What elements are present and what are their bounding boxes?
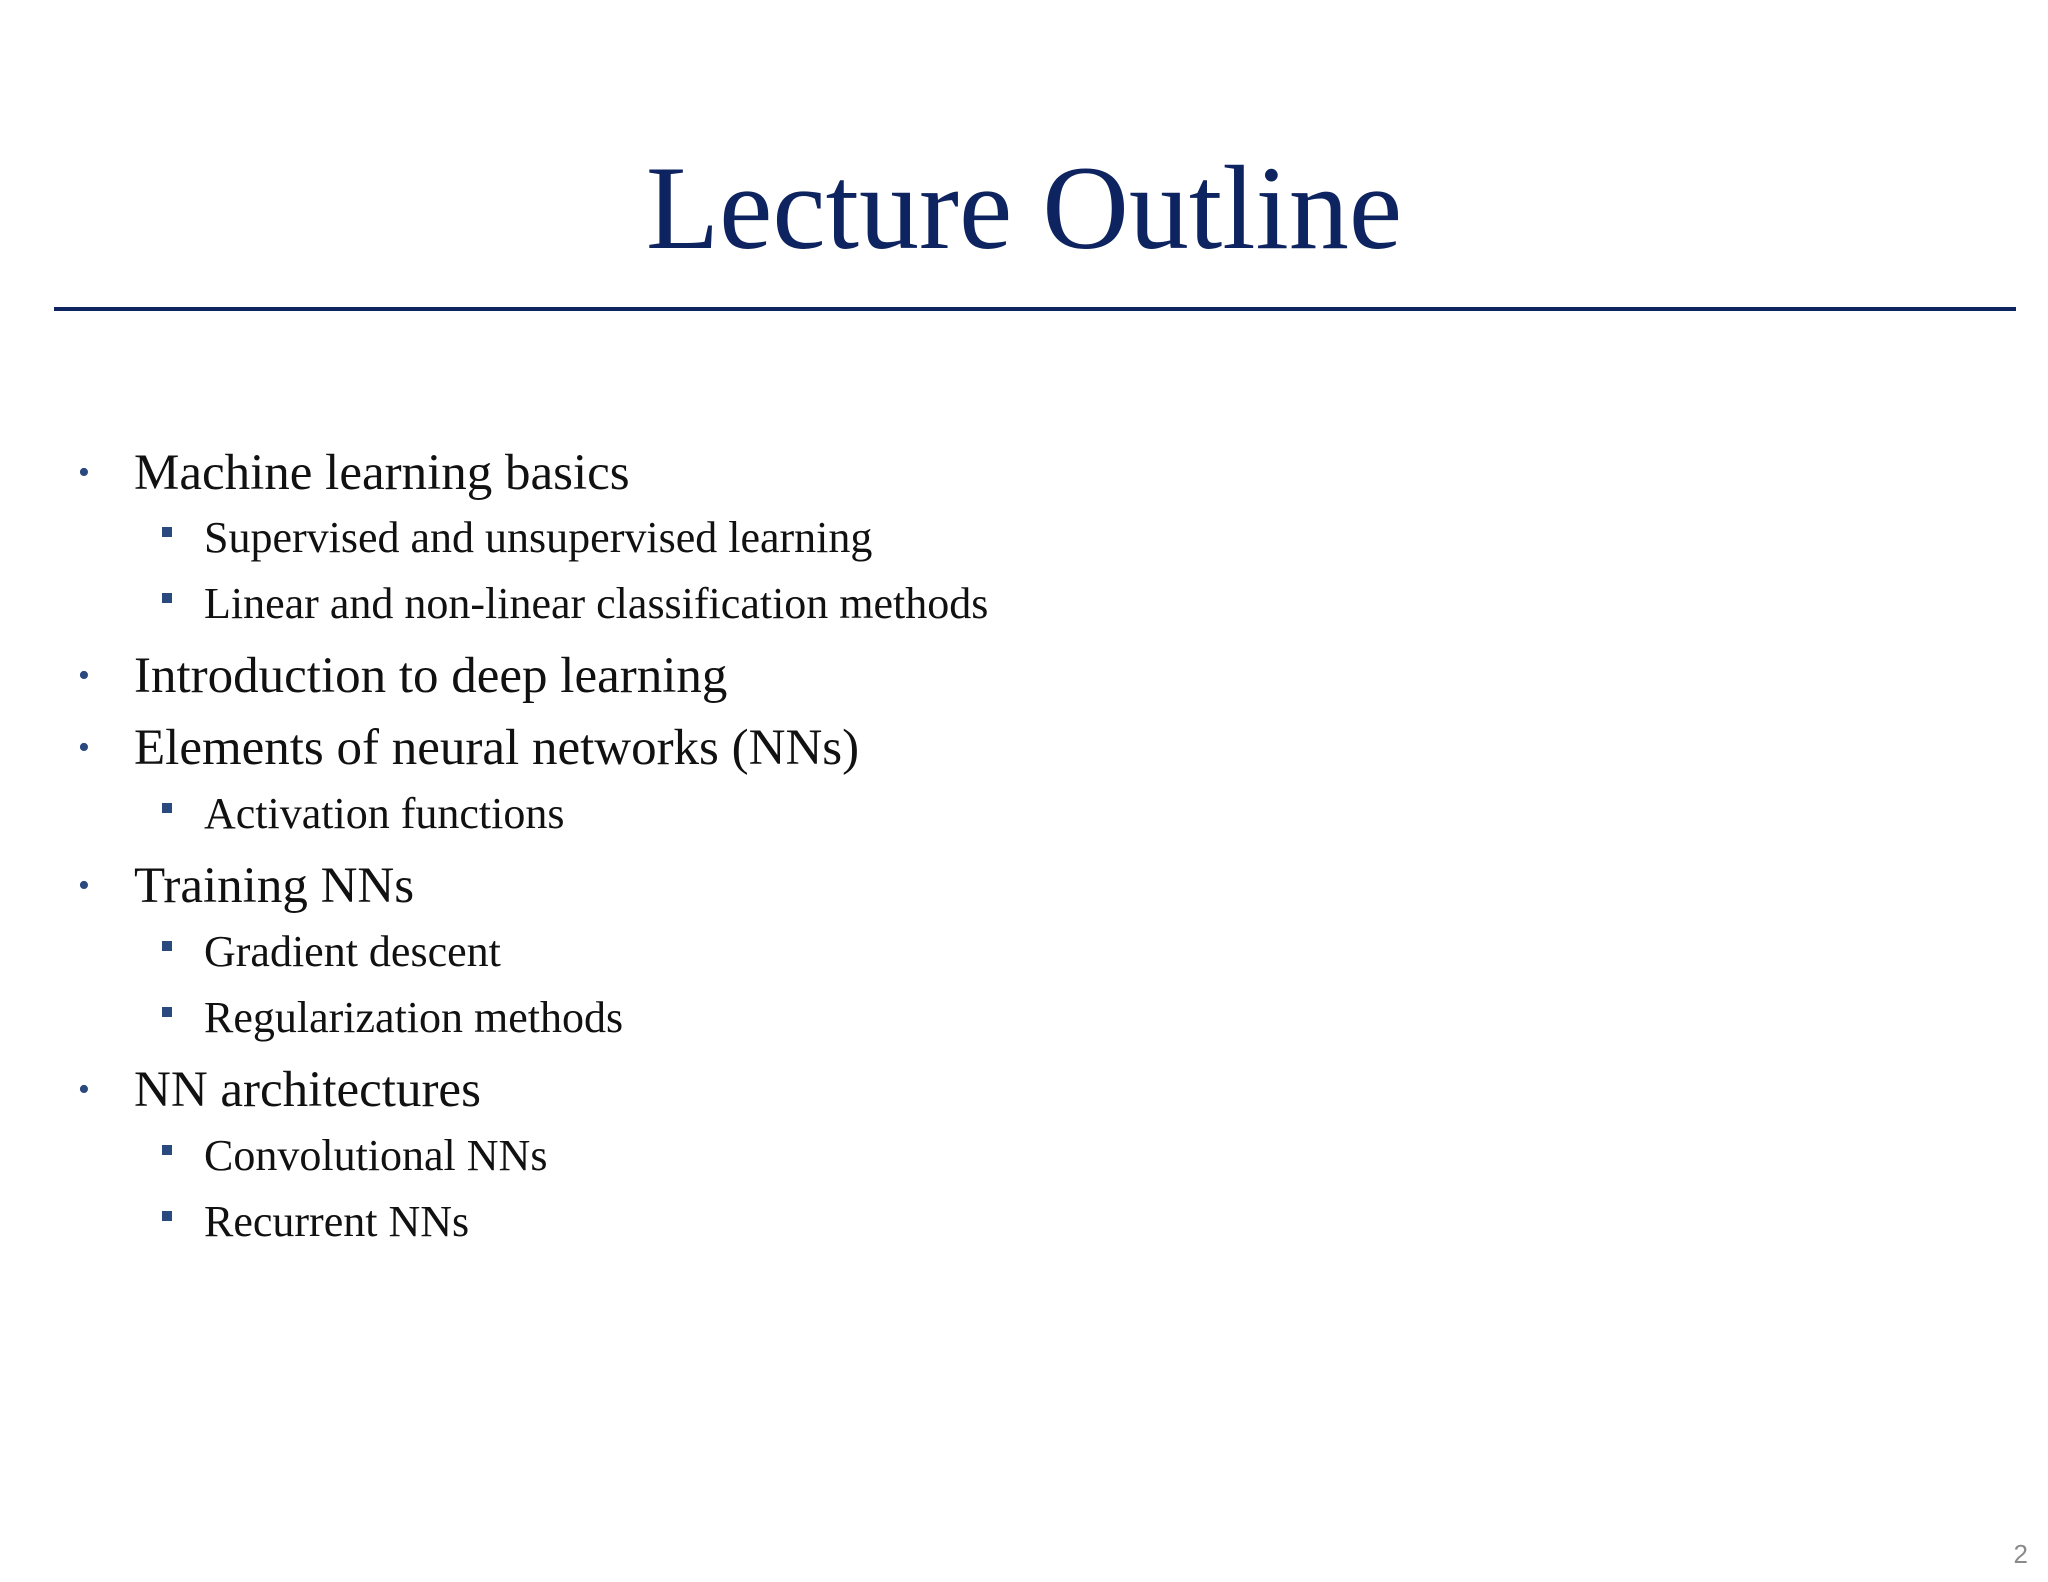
- square-bullet-icon: [162, 527, 172, 537]
- round-bullet-icon: •: [78, 1071, 90, 1108]
- outline-item-label: Introduction to deep learning: [134, 648, 728, 704]
- outline-subitem-label: Convolutional NNs: [204, 1131, 548, 1180]
- square-bullet-icon: [162, 1007, 172, 1017]
- outline-subitem-label: Recurrent NNs: [204, 1197, 470, 1246]
- outline-subitem-label: Gradient descent: [204, 927, 501, 976]
- slide-title: Lecture Outline: [645, 141, 1403, 274]
- round-bullet-icon: •: [78, 454, 90, 491]
- outline-subitem-label: Regularization methods: [204, 993, 624, 1042]
- round-bullet-icon: •: [78, 729, 90, 766]
- page-number: 2: [2013, 1539, 2028, 1569]
- round-bullet-icon: •: [78, 657, 90, 694]
- outline-item-label: Elements of neural networks (NNs): [134, 720, 860, 776]
- square-bullet-icon: [162, 941, 172, 951]
- outline-item-label: Machine learning basics: [134, 445, 630, 501]
- outline-subitem-label: Supervised and unsupervised learning: [204, 513, 873, 562]
- outline-item-label: NN architectures: [134, 1062, 481, 1118]
- outline-item-label: Training NNs: [134, 858, 415, 914]
- round-bullet-icon: •: [78, 867, 90, 904]
- square-bullet-icon: [162, 1145, 172, 1155]
- square-bullet-icon: [162, 1211, 172, 1221]
- outline-subitem-label: Activation functions: [204, 789, 565, 838]
- outline-subitem-label: Linear and non-linear classification methods: [204, 579, 989, 628]
- square-bullet-icon: [162, 803, 172, 813]
- square-bullet-icon: [162, 593, 172, 603]
